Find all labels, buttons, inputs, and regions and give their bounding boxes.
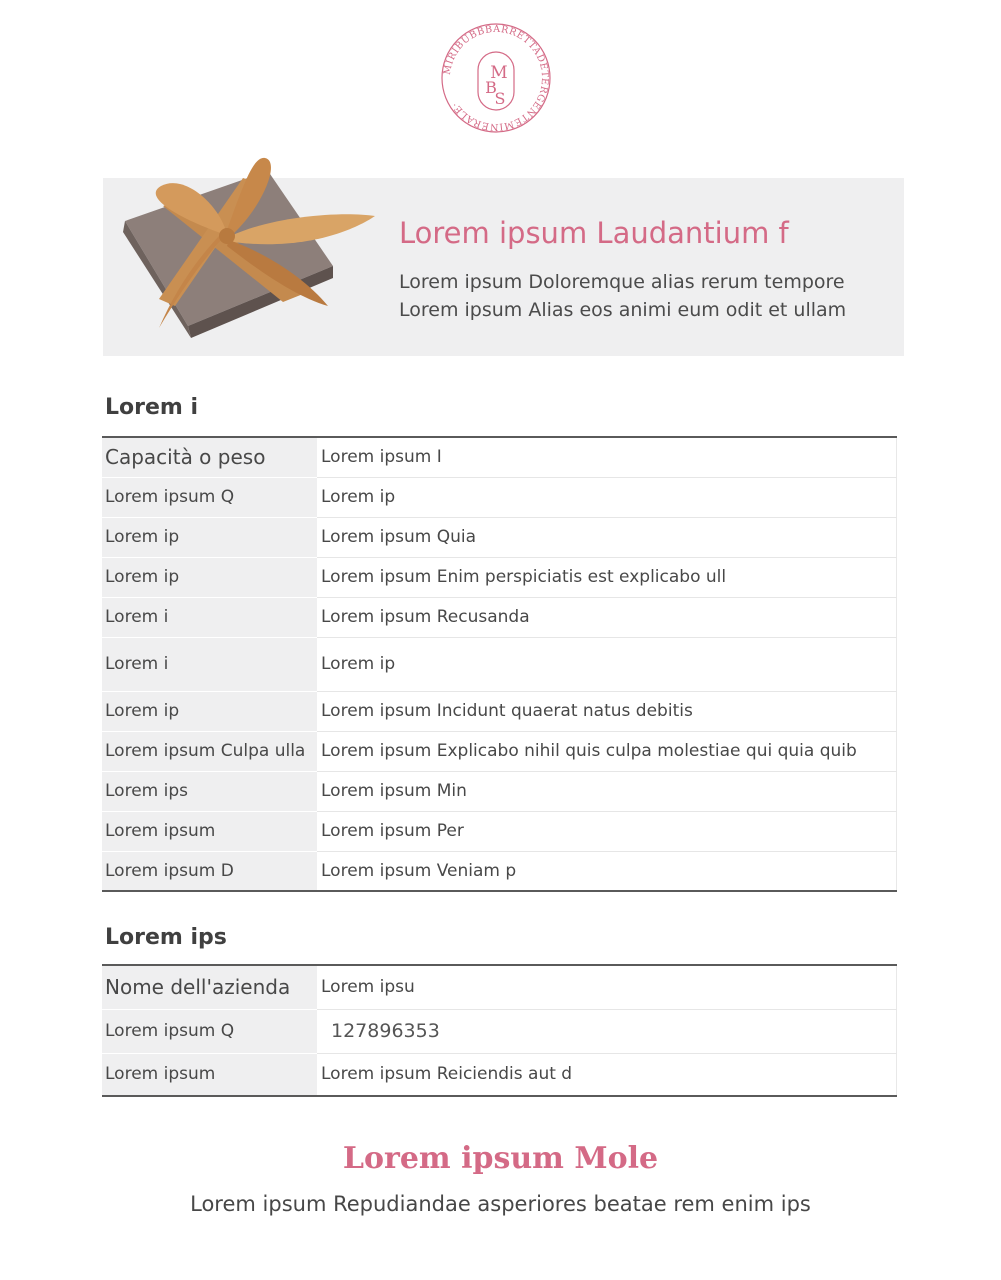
company-number: 127896353 [331, 1020, 440, 1042]
specs-table [102, 436, 897, 892]
logo-letter-m: M [490, 63, 508, 83]
spec-value: Lorem ipsum I [317, 437, 897, 477]
company-value: Lorem ipsu [317, 965, 897, 1009]
table-row [102, 965, 897, 1009]
spec-key: Lorem ips [102, 771, 317, 811]
table-row [102, 477, 897, 517]
spec-value: Lorem ipsum Per [317, 811, 897, 851]
company-value: Lorem ipsum Reiciendis aut d [317, 1053, 897, 1096]
spec-key: Lorem ipsum [102, 811, 317, 851]
logo-letter-b: B [485, 78, 497, 97]
spec-value: Lorem ipsum Explicabo nihil quis culpa molestiae qui quia quib [317, 731, 897, 771]
table-row [102, 557, 897, 597]
table-row [102, 731, 897, 771]
company-key: Lorem ipsum [102, 1053, 317, 1096]
table-row [102, 1009, 897, 1053]
spec-key: Lorem i [102, 637, 317, 691]
company-table [102, 964, 897, 1097]
spec-value: Lorem ip [317, 477, 897, 517]
table-row [102, 851, 897, 891]
section-title-specs: Lorem i [105, 395, 199, 420]
brand-logo [438, 20, 554, 136]
spec-key: Lorem ip [102, 517, 317, 557]
company-key: Lorem ipsum Q [102, 1009, 317, 1053]
spec-key: Lorem ipsum Q [102, 477, 317, 517]
table-row [102, 691, 897, 731]
footer-subtitle: Lorem ipsum Repudiandae asperiores beatae rem enim ips [190, 1192, 811, 1216]
table-row [102, 1053, 897, 1096]
spec-key: Lorem ip [102, 691, 317, 731]
table-row [102, 437, 897, 477]
spec-value: Lorem ip [317, 637, 897, 691]
table-row [102, 771, 897, 811]
banner-description-line-1: Lorem ipsum Doloremque alias rerum tempore [399, 271, 845, 293]
spec-value: Lorem ipsum Quia [317, 517, 897, 557]
spec-value: Lorem ipsum Recusanda [317, 597, 897, 637]
spec-value: Lorem ipsum Veniam p [317, 851, 897, 891]
spec-key: Capacità o peso [102, 437, 317, 477]
banner-title: Lorem ipsum Laudantium f [399, 216, 789, 250]
company-key: Nome dell'azienda [102, 965, 317, 1009]
logo-ring-text: MIRIBUBBBARRETTADETERGENTEMINERALE· [441, 23, 551, 133]
spec-value: Lorem ipsum Incidunt quaerat natus debitis [317, 691, 897, 731]
product-banner [103, 178, 904, 356]
table-row [102, 811, 897, 851]
spec-value: Lorem ipsum Enim perspiciatis est explicabo ull [317, 557, 897, 597]
spec-key: Lorem i [102, 597, 317, 637]
spec-key: Lorem ipsum Culpa ulla [102, 731, 317, 771]
gift-box-image [103, 156, 393, 356]
table-row [102, 517, 897, 557]
footer-title: Lorem ipsum Mole [342, 1141, 659, 1176]
banner-description-line-2: Lorem ipsum Alias eos animi eum odit et ullam [399, 299, 847, 321]
logo-letter-s: S [494, 89, 506, 108]
spec-key: Lorem ip [102, 557, 317, 597]
section-title-company: Lorem ips [105, 925, 227, 950]
table-row [102, 597, 897, 637]
spec-value: Lorem ipsum Min [317, 771, 897, 811]
spec-key: Lorem ipsum D [102, 851, 317, 891]
table-row [102, 637, 897, 691]
